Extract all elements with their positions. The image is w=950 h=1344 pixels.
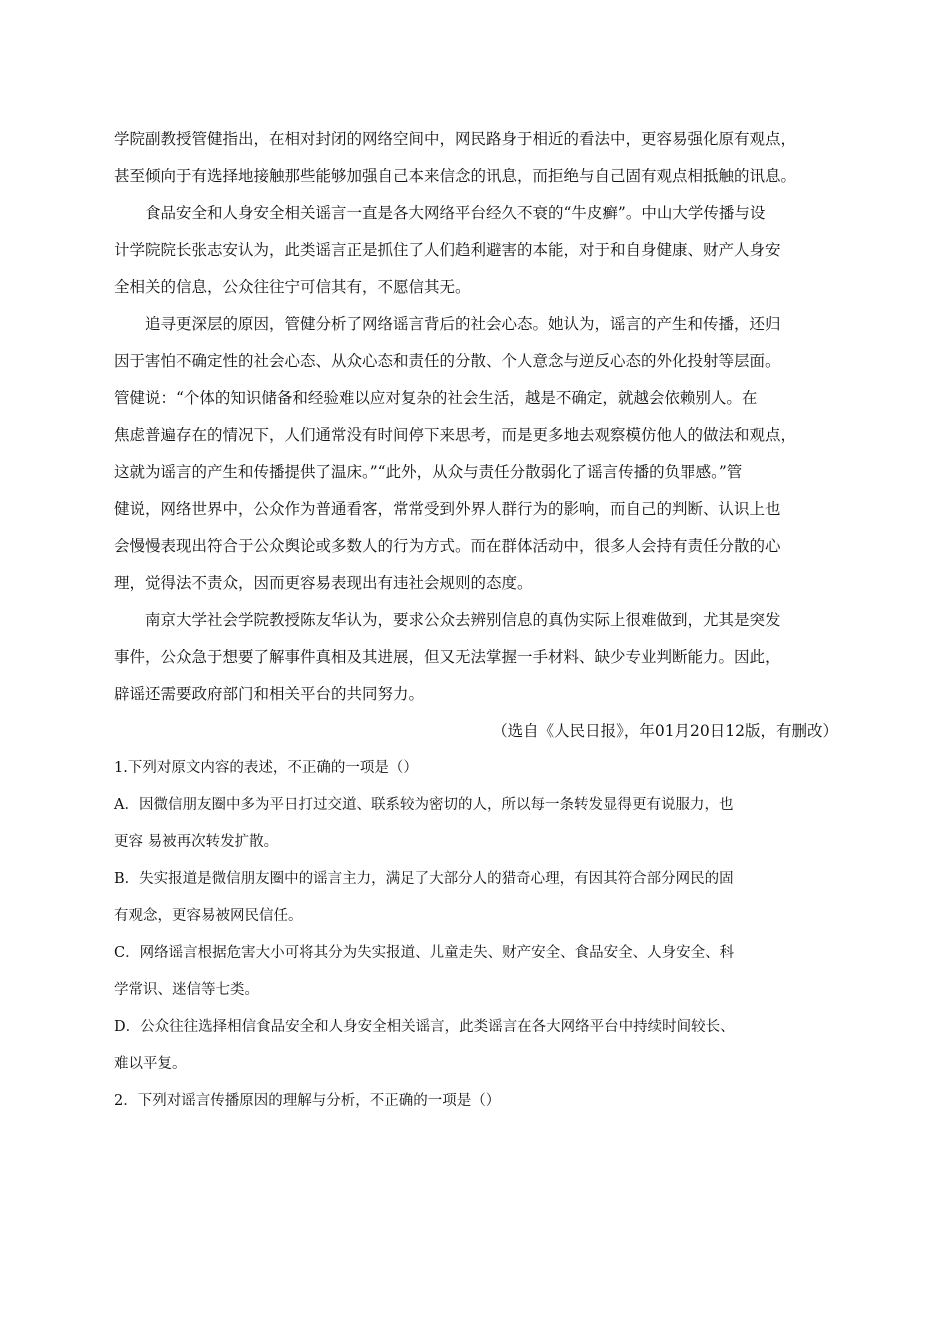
article-line: 南京大学社会学院教授陈友华认为，要求公众去辨别信息的真伪实际上很难做到，尤其是突发 bbox=[145, 611, 781, 629]
article-body bbox=[114, 121, 838, 750]
question-option-c: C．网络谣言根据危害大小可将其分为失实报道、儿童走失、财产安全、食品安全、人身安全、科 bbox=[114, 945, 735, 961]
question-option-d-cont: 难以平复。 bbox=[114, 1056, 187, 1072]
article-line: 会慢慢表现出符合于公众舆论或多数人的行为方式。而在群体活动中，很多人会持有责任分散的心 bbox=[114, 537, 781, 555]
article-line: 食品安全和人身安全相关谣言一直是各大网络平台经久不衰的“牛皮癣”。中山大学传播与设 bbox=[145, 204, 766, 222]
question-option-c-cont: 学常识、迷信等七类。 bbox=[114, 982, 259, 998]
article-line: 焦虑普遍存在的情况下，人们通常没有时间停下来思考，而是更多地去观察模仿他人的做法和观点， bbox=[114, 426, 797, 444]
question-section bbox=[114, 750, 838, 1120]
article-source: （选自《人民日报》，年01月20日12版，有删改） bbox=[492, 722, 838, 740]
article-line: 这就为谣言的产生和传播提供了温床。”“此外，从众与责任分散弱化了谣言传播的负罪感。”管 bbox=[114, 463, 743, 481]
question-option-b: B．失实报道是微信朋友圈中的谣言主力，满足了大部分人的猎奇心理，有因其符合部分网民的固 bbox=[114, 871, 734, 887]
article-line: 因于害怕不确定性的社会心态、从众心态和责任的分散、个人意念与逆反心态的外化投射等层面。 bbox=[114, 352, 781, 370]
question-stem: 1.下列对原文内容的表述，不正确的一项是（） bbox=[114, 760, 418, 776]
article-line: 辟谣还需要政府部门和相关平台的共同努力。 bbox=[114, 685, 425, 703]
article-line: 健说，网络世界中，公众作为普通看客，常常受到外界人群行为的影响，而自己的判断、认识上也 bbox=[114, 500, 781, 518]
question-option-b-cont: 有观念，更容易被网民信任。 bbox=[114, 908, 303, 924]
question-option-d: D．公众往往选择相信食品安全和人身安全相关谣言，此类谣言在各大网络平台中持续时间较长、 bbox=[114, 1019, 735, 1035]
question-option-a: A．因微信朋友圈中多为平日打过交道、联系较为密切的人，所以每一条转发显得更有说服力，也 bbox=[114, 797, 734, 813]
article-line: 事件，公众急于想要了解事件真相及其进展，但又无法掌握一手材料、缺少专业判断能力。因此， bbox=[114, 648, 781, 666]
article-line: 管健说：“个体的知识储备和经验难以应对复杂的社会生活，越是不确定，就越会依赖别人。在 bbox=[114, 389, 758, 407]
question-stem: 2．下列对谣言传播原因的理解与分析，不正确的一项是（） bbox=[114, 1093, 501, 1109]
article-line: 全相关的信息，公众往往宁可信其有，不愿信其无。 bbox=[114, 278, 471, 296]
article-line: 理，觉得法不责众，因而更容易表现出有违社会规则的态度。 bbox=[114, 574, 533, 592]
article-line: 追寻更深层的原因，管健分析了网络谣言背后的社会心态。她认为，谣言的产生和传播，还归 bbox=[145, 315, 781, 333]
article-line: 甚至倾向于有选择地接触那些能够加强自己本来信念的讯息，而拒绝与自己固有观点相抵触的讯息。 bbox=[114, 167, 797, 185]
article-line: 学院副教授管健指出，在相对封闭的网络空间中，网民路身于相近的看法中，更容易强化原有观点， bbox=[114, 130, 797, 148]
article-line: 计学院院长张志安认为，此类谣言正是抓住了人们趋利避害的本能，对于和自身健康、财产人身安 bbox=[114, 241, 781, 259]
document-page bbox=[114, 121, 838, 1120]
question-option-a-cont: 更容 易被再次转发扩散。 bbox=[114, 834, 279, 850]
